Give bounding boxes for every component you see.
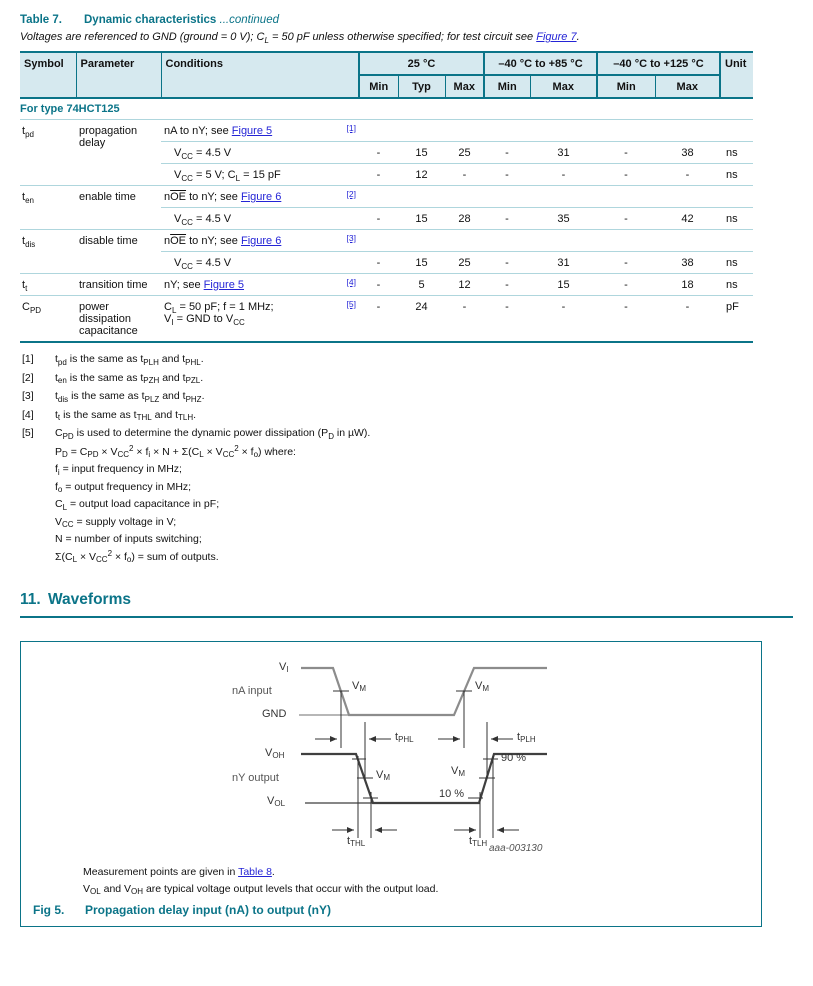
col-min-25: Min bbox=[359, 75, 398, 98]
footnote-ref-2[interactable]: [2] bbox=[346, 189, 356, 199]
footnote-text: $t_t$ is the same as $t_{THL}$ and $t_{TLH}$. bbox=[55, 408, 197, 422]
label-90-percent: 90 % bbox=[501, 751, 527, 764]
condition-tt bbox=[161, 274, 359, 296]
table-row-ten bbox=[20, 186, 753, 208]
dynamic-characteristics-table bbox=[20, 51, 753, 343]
value-cell: - bbox=[359, 296, 398, 343]
label-gnd: GND bbox=[262, 707, 287, 720]
value-cell: - bbox=[359, 274, 398, 296]
figure-caption bbox=[33, 903, 761, 926]
footnote-5-formula: $P_D = C_{PD} \times V_{CC}^2 \times f_i \times N + \Sigma(C_L \times V_{CC}^2 \times f_o)$ where: bbox=[55, 444, 296, 459]
symbol-tdis: $t_{dis}$ bbox=[20, 230, 76, 274]
condition-text[interactable]: nY; see Figure 5 bbox=[164, 279, 245, 291]
figure-notes bbox=[83, 866, 761, 895]
value-cell: - bbox=[530, 296, 597, 343]
value-cell: - bbox=[359, 252, 398, 274]
waveform-svg bbox=[21, 642, 761, 866]
col-parameter: Parameter bbox=[76, 52, 161, 98]
symbol-tpd: $t_{pd}$ bbox=[20, 120, 76, 186]
table-title-continued: ...continued bbox=[219, 14, 279, 26]
table-header bbox=[20, 52, 753, 98]
value-cell: 24 bbox=[398, 296, 445, 343]
label-ttlh: $t_{TLH}$ bbox=[469, 834, 488, 848]
value-cell: - bbox=[597, 296, 655, 343]
condition-vcc45: $V_{CC} = 4.5$ V bbox=[161, 252, 359, 274]
value-cell: - bbox=[359, 208, 398, 230]
footnote-5-vcc: $V_{CC}$ = supply voltage in V; bbox=[55, 515, 177, 529]
value-cell: - bbox=[655, 164, 720, 186]
value-cell: - bbox=[484, 208, 530, 230]
label-tplh: $t_{PLH}$ bbox=[517, 730, 536, 744]
parameter-tdis: disable time bbox=[76, 230, 161, 274]
col-typ-25: Typ bbox=[398, 75, 445, 98]
unit-cell: ns bbox=[720, 274, 753, 296]
col-temp-85: –40 °C to +85 °C bbox=[484, 52, 597, 75]
value-cell: - bbox=[484, 274, 530, 296]
table-cell-empty bbox=[359, 230, 753, 252]
table-number: Table 7. bbox=[20, 14, 62, 26]
section-rule bbox=[20, 616, 793, 618]
col-min-125: Min bbox=[597, 75, 655, 98]
label-vm-output-rise: $V_M$ bbox=[451, 764, 466, 778]
footnote-5-sum: $\Sigma(C_L \times V_{CC}^2 \times f_o)$ = sum of outputs. bbox=[55, 549, 219, 564]
footnote-marker: [4] bbox=[22, 408, 34, 421]
value-cell: - bbox=[359, 164, 398, 186]
label-vm-input-rise: $V_M$ bbox=[475, 679, 490, 693]
footnote-text: $t_{pd}$ is the same as $t_{PLH}$ and $t_{PHL}$. bbox=[55, 353, 204, 367]
parameter-tpd: propagation delay bbox=[76, 120, 161, 186]
footnote-5 bbox=[22, 427, 782, 439]
section-label: Waveforms bbox=[48, 590, 131, 608]
col-symbol: Symbol bbox=[20, 52, 76, 98]
footnote-marker: [1] bbox=[22, 353, 34, 365]
value-cell: 25 bbox=[445, 252, 484, 274]
label-tphl: $t_{PHL}$ bbox=[395, 730, 414, 744]
value-cell: - bbox=[597, 142, 655, 164]
value-cell: 12 bbox=[445, 274, 484, 296]
value-cell: 25 bbox=[445, 142, 484, 164]
dimension-arrows bbox=[315, 739, 519, 830]
unit-cell: ns bbox=[720, 208, 753, 230]
footnote-5-fi: $f_i$ = input frequency in MHz; bbox=[55, 463, 182, 477]
value-cell: 15 bbox=[398, 252, 445, 274]
value-cell: - bbox=[597, 164, 655, 186]
value-cell: 35 bbox=[530, 208, 597, 230]
footnote-5-cl: $C_L$ = output load capacitance in pF; bbox=[55, 498, 220, 512]
value-cell: 5 bbox=[398, 274, 445, 296]
footnotes bbox=[22, 353, 782, 563]
figure-note-measurement: Measurement points are given in Table 8. bbox=[83, 865, 275, 878]
label-10-percent: 10 % bbox=[439, 787, 465, 800]
figure-note-levels: $V_{OL}$ and $V_{OH}$ are typical voltage output levels that occur with the output load. bbox=[83, 882, 439, 896]
figure-5-box bbox=[20, 641, 762, 927]
condition-vcc45: $V_{CC} = 4.5$ V bbox=[161, 142, 359, 164]
value-cell: - bbox=[484, 252, 530, 274]
value-cell: - bbox=[655, 296, 720, 343]
footnote-text: $t_{dis}$ is the same as $t_{PLZ}$ and $t_{PHZ}$. bbox=[55, 390, 205, 404]
col-min-85: Min bbox=[484, 75, 530, 98]
condition-tpd bbox=[161, 120, 359, 142]
value-cell: - bbox=[359, 142, 398, 164]
label-tthl: $t_{THL}$ bbox=[347, 834, 366, 848]
footnote-3 bbox=[22, 390, 782, 402]
table-row-tpd bbox=[20, 120, 753, 142]
value-cell: 38 bbox=[655, 252, 720, 274]
unit-cell: ns bbox=[720, 252, 753, 274]
table-cell-empty bbox=[359, 186, 753, 208]
condition-text[interactable]: $n\overline{OE}$ to nY; see Figure 6 bbox=[164, 235, 282, 247]
waveforms-heading bbox=[20, 591, 813, 609]
value-cell: 31 bbox=[530, 252, 597, 274]
footnote-4 bbox=[22, 409, 782, 421]
col-temp-125: –40 °C to +125 °C bbox=[597, 52, 720, 75]
dimension-lines bbox=[341, 691, 493, 838]
condition-ten bbox=[161, 186, 359, 208]
footnote-text: $C_{PD}$ is used to determine the dynamic power dissipation ($P_D$ in µW). bbox=[55, 427, 371, 441]
label-vi: $V_I$ bbox=[279, 660, 289, 674]
label-vm-output-fall: $V_M$ bbox=[376, 768, 391, 782]
value-cell: - bbox=[484, 164, 530, 186]
footnote-marker: [2] bbox=[22, 371, 34, 384]
condition-text[interactable]: nA to nY; see Figure 5 bbox=[164, 125, 273, 137]
footnote-marker: [5] bbox=[22, 427, 34, 439]
symbol-ten: $t_{en}$ bbox=[20, 186, 76, 230]
condition-cpd bbox=[161, 296, 359, 343]
table-row-tt bbox=[20, 274, 753, 296]
col-unit: Unit bbox=[720, 52, 753, 98]
condition-tdis bbox=[161, 230, 359, 252]
value-cell: - bbox=[445, 164, 484, 186]
col-temp-25: 25 °C bbox=[359, 52, 484, 75]
table-row-tdis bbox=[20, 230, 753, 252]
table-title-text: Dynamic characteristics bbox=[84, 14, 217, 26]
condition-text: $C_L = 50$ pF; f = 1 MHz; $V_I$ = GND to $V_{CC}$ bbox=[164, 301, 274, 327]
table-row-cpd bbox=[20, 296, 753, 343]
table-title bbox=[20, 14, 813, 26]
value-cell: 15 bbox=[530, 274, 597, 296]
value-cell: - bbox=[484, 296, 530, 343]
label-na-input: nA input bbox=[232, 684, 272, 697]
condition-text[interactable]: $n\overline{OE}$ to nY; see Figure 6 bbox=[164, 191, 282, 203]
table-cell-empty bbox=[359, 120, 753, 142]
footnote-1 bbox=[22, 353, 782, 365]
value-cell: 31 bbox=[530, 142, 597, 164]
value-cell: - bbox=[597, 252, 655, 274]
col-max-85: Max bbox=[530, 75, 597, 98]
figure-number: Fig 5. bbox=[33, 902, 65, 917]
parameter-cpd: power dissipation capacitance bbox=[76, 296, 161, 343]
footnote-ref-5[interactable]: [5] bbox=[346, 299, 356, 309]
label-vm-input-fall: $V_M$ bbox=[352, 679, 367, 693]
value-cell: - bbox=[484, 142, 530, 164]
footnote-ref-4[interactable]: [4] bbox=[346, 277, 356, 287]
label-voh: $V_{OH}$ bbox=[265, 746, 285, 760]
col-max-125: Max bbox=[655, 75, 720, 98]
figure-reference-code: aaa-003130 bbox=[489, 842, 543, 854]
footnote-ref-3[interactable]: [3] bbox=[346, 233, 356, 243]
table-subtitle: Voltages are referenced to GND (ground = 0 V); $C_L = 50$ pF unless otherwise specified; for test circuit see Figure 7. bbox=[20, 31, 580, 45]
section-number: 11. bbox=[20, 590, 41, 608]
value-cell: 42 bbox=[655, 208, 720, 230]
value-cell: - bbox=[597, 274, 655, 296]
condition-vcc5: $V_{CC} = 5$ V; $C_L = 15$ pF bbox=[161, 164, 359, 186]
waveform-diagram bbox=[21, 642, 761, 866]
label-ny-output: nY output bbox=[232, 771, 279, 784]
symbol-cpd: $C_{PD}$ bbox=[20, 296, 76, 343]
value-cell: - bbox=[530, 164, 597, 186]
value-cell: - bbox=[597, 208, 655, 230]
figure-caption-text: Propagation delay input (nA) to output (nY) bbox=[85, 902, 331, 917]
footnote-5-fo: $f_o$ = output frequency in MHz; bbox=[55, 480, 192, 494]
footnote-5-n: N = number of inputs switching; bbox=[55, 533, 202, 545]
value-cell: 28 bbox=[445, 208, 484, 230]
footnote-2 bbox=[22, 372, 782, 384]
unit-cell: ns bbox=[720, 164, 753, 186]
footnote-ref-1[interactable]: [1] bbox=[346, 123, 356, 133]
condition-vcc45: $V_{CC} = 4.5$ V bbox=[161, 208, 359, 230]
col-conditions: Conditions bbox=[161, 52, 359, 98]
value-cell: 18 bbox=[655, 274, 720, 296]
footnote-text: $t_{en}$ is the same as $t_{PZH}$ and $t_{PZL}$. bbox=[55, 371, 204, 385]
value-cell: 15 bbox=[398, 208, 445, 230]
parameter-ten: enable time bbox=[76, 186, 161, 230]
unit-cell: ns bbox=[720, 142, 753, 164]
label-vol: $V_{OL}$ bbox=[267, 794, 286, 808]
symbol-tt: $t_t$ bbox=[20, 274, 76, 296]
col-max-25: Max bbox=[445, 75, 484, 98]
parameter-tt: transition time bbox=[76, 274, 161, 296]
value-cell: - bbox=[445, 296, 484, 343]
value-cell: 38 bbox=[655, 142, 720, 164]
table-section-row bbox=[20, 98, 753, 120]
unit-cell: pF bbox=[720, 296, 753, 343]
value-cell: 12 bbox=[398, 164, 445, 186]
section-title: For type 74HCT125 bbox=[20, 98, 753, 120]
footnote-marker: [3] bbox=[22, 390, 34, 402]
value-cell: 15 bbox=[398, 142, 445, 164]
